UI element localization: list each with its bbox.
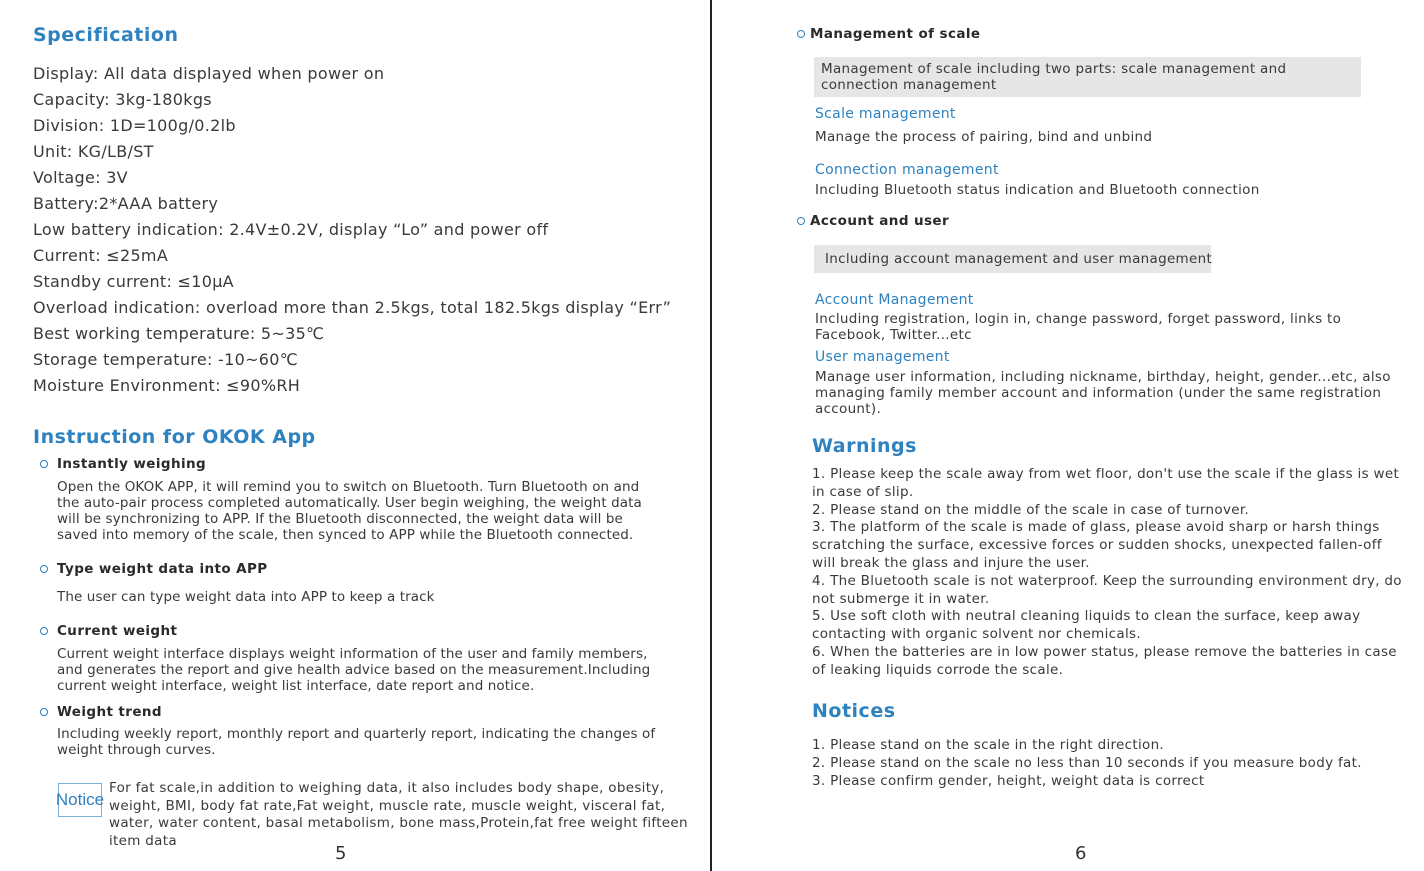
- instantly-weighing-text: Open the OKOK APP, it will remind you to switch on Bluetooth. Turn Bluetooth on and the auto-pair process completed automatically. User begin weighing, the weight data will be synchronizing to APP. If the Bluetooth disconnected, the weight data will be saved into memory of the scale, then synced to APP while the Bluetooth connected.: [57, 479, 642, 543]
- warning-item: 3. The platform of the scale is made of glass, please avoid sharp or harsh things scratching the surface, excessive forces or sudden shocks, unexpected fallen-off will break the glass and injure the user.: [812, 519, 1382, 571]
- specification-heading: Specification: [33, 24, 179, 46]
- circle-bullet-icon: [40, 460, 48, 468]
- notice-item: 3. Please confirm gender, height, weight data is correct: [812, 772, 1205, 789]
- warning-item: 2. Please stand on the middle of the scale in case of turnover.: [812, 501, 1250, 518]
- type-weight-bullet: [40, 561, 268, 577]
- warning-item: 6. When the batteries are in low power status, please remove the batteries in case of leaking liquids corrode the scale.: [812, 643, 1397, 678]
- notices-list: [812, 737, 1407, 790]
- spec-item: Moisture Environment: ≤90%RH: [33, 376, 301, 395]
- warnings-heading: Warnings: [812, 435, 917, 457]
- account-bullet: [797, 213, 949, 229]
- weight-trend-bullet: [40, 704, 162, 720]
- notice-text: For fat scale,in addition to weighing data, it also includes body shape, obesity, weight, BMI, body fat rate,Fat weight, muscle rate, muscle weight, visceral fat, water, water content, basal metabolism, bone mass,Protein,fat free weight fifteen item data: [109, 780, 688, 849]
- account-title: Account and user: [810, 213, 950, 229]
- spec-item: Low battery indication: 2.4V±0.2V, display “Lo” and power off: [33, 220, 549, 239]
- spec-item: Current: ≤25mA: [33, 246, 169, 265]
- spec-item: Division: 1D=100g/0.2lb: [33, 116, 236, 135]
- scale-management-title: Scale management: [815, 106, 956, 122]
- instantly-weighing-title: Instantly weighing: [57, 456, 207, 472]
- spec-item: Standby current: ≤10μA: [33, 272, 234, 291]
- notice-item: 1. Please stand on the scale in the right direction.: [812, 737, 1165, 753]
- spec-item: Overload indication: overload more than 2.5kgs, total 182.5kgs display “Err”: [33, 298, 672, 317]
- notices-heading: Notices: [812, 700, 896, 722]
- right-page: [712, 0, 1424, 871]
- circle-bullet-icon: [797, 217, 805, 225]
- current-weight-text: Current weight interface displays weight information of the user and family members, and generates the report and give health advice based on the measurement.Including current weight interface, weight list interface, date report and notice.: [57, 646, 651, 694]
- management-bullet: [797, 26, 980, 42]
- management-title: Management of scale: [810, 26, 981, 42]
- connection-management-title: Connection management: [815, 162, 999, 178]
- circle-bullet-icon: [40, 627, 48, 635]
- specification-list: [33, 61, 671, 399]
- weight-trend-text: Including weekly report, monthly report and quarterly report, indicating the changes of weight through curves.: [57, 726, 656, 758]
- spec-item: Best working temperature: 5~35℃: [33, 324, 325, 343]
- management-summary-box: Management of scale including two parts: scale management and connection management: [814, 57, 1361, 97]
- warning-item: 5. Use soft cloth with neutral cleaning liquids to clean the surface, keep away contacting with organic solvent nor chemicals.: [812, 608, 1361, 643]
- circle-bullet-icon: [40, 708, 48, 716]
- weight-trend-title: Weight trend: [57, 704, 162, 720]
- warning-item: 4. The Bluetooth scale is not waterproof. Keep the surrounding environment dry, do not submerge it in water.: [812, 572, 1402, 607]
- type-weight-title: Type weight data into APP: [57, 561, 268, 577]
- user-management-text: Manage user information, including nickname, birthday, height, gender...etc, also managing family member account and information (under the same registration account).: [815, 369, 1391, 417]
- warning-item: 1. Please keep the scale away from wet floor, don't use the scale if the glass is wet in case of slip.: [812, 466, 1400, 500]
- connection-management-text: Including Bluetooth status indication and Bluetooth connection: [815, 182, 1260, 198]
- notice-label-box: Notice: [58, 783, 102, 817]
- page-number-left: 5: [335, 843, 347, 864]
- app-instruction-heading: Instruction for OKOK App: [33, 426, 316, 448]
- type-weight-text: The user can type weight data into APP to keep a track: [57, 589, 435, 605]
- circle-bullet-icon: [40, 565, 48, 573]
- scale-management-text: Manage the process of pairing, bind and unbind: [815, 129, 1153, 145]
- spec-item: Unit: KG/LB/ST: [33, 142, 154, 161]
- account-management-text: Including registration, login in, change password, forget password, links to Facebook, Twitter...etc: [815, 311, 1342, 343]
- warnings-list: [812, 466, 1407, 680]
- spec-item: Battery:2*AAA battery: [33, 194, 219, 213]
- instantly-weighing-bullet: [40, 456, 206, 472]
- spec-item: Storage temperature: -10~60℃: [33, 350, 299, 369]
- spec-item: Capacity: 3kg-180kgs: [33, 90, 212, 109]
- current-weight-title: Current weight: [57, 623, 178, 639]
- current-weight-bullet: [40, 623, 177, 639]
- account-summary-box: Including account management and user management: [814, 245, 1211, 273]
- user-management-title: User management: [815, 349, 950, 365]
- spec-item: Display: All data displayed when power on: [33, 64, 385, 83]
- circle-bullet-icon: [797, 30, 805, 38]
- page-number-right: 6: [1075, 843, 1087, 864]
- left-page: [0, 0, 710, 871]
- spec-item: Voltage: 3V: [33, 168, 128, 187]
- account-management-title: Account Management: [815, 292, 974, 308]
- notice-item: 2. Please stand on the scale no less than 10 seconds if you measure body fat.: [812, 754, 1362, 771]
